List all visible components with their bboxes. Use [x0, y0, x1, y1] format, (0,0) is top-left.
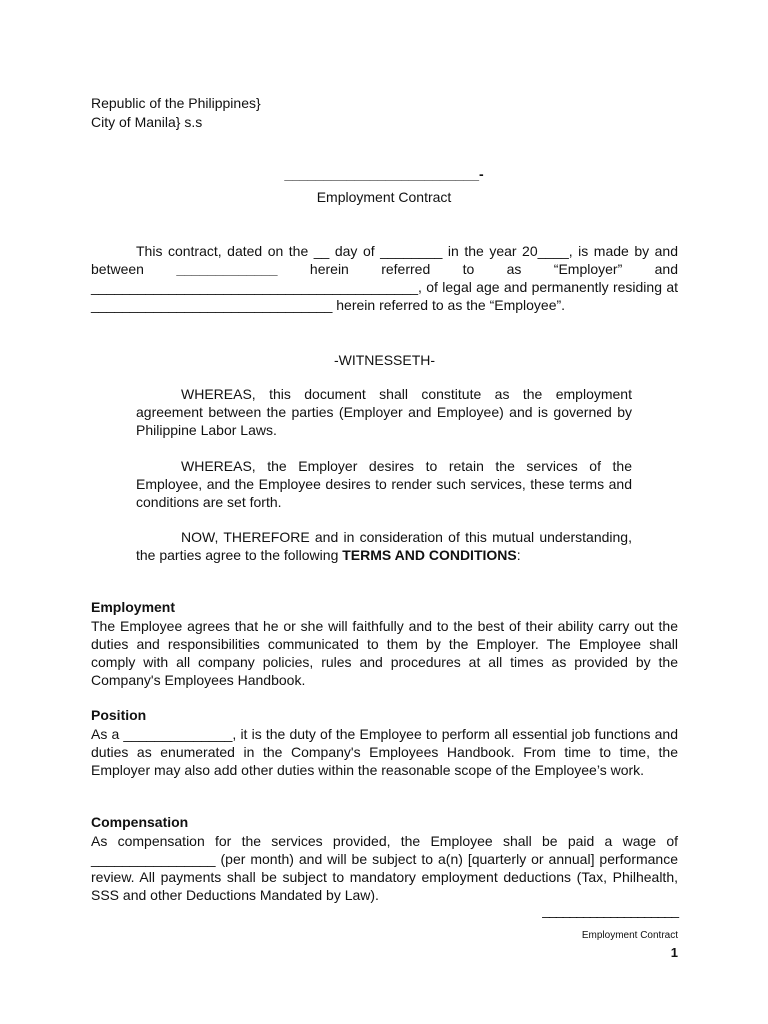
title-blank-line: _________________________- — [284, 166, 484, 182]
position-body: As a ______________, it is the duty of the Employee to perform all essential job functions and duties as enumerated in the Company's Employees Handbook. From time to time, the Employer may also add other duties within the reasonable scope of the Employee’s work. — [91, 726, 678, 778]
position-heading: Position — [91, 707, 147, 723]
compensation-body: As compensation for the services provided, the Employee shall be paid a wage of ________________ (per month) and will be subject to a(n) [quarterly or annual] performance review. All payments shall be subject to mandatory employment deductions (Tax, Philhealth, SSS and other Deductions Mandated by Law). — [91, 833, 678, 903]
intro-text-2: herein referred to as “Employer” and __________________________________________, of legal age and permanently residing at _______________________________ herein referred to as the “Employee”. — [91, 261, 678, 313]
intro-paragraph — [91, 242, 678, 314]
header-republic: Republic of the Philippines} — [91, 95, 261, 111]
witnesseth-heading: -WITNESSETH- — [333, 352, 436, 368]
header-city: City of Manila} s.s — [91, 114, 203, 130]
footer-title: Employment Contract — [581, 930, 678, 941]
compensation-heading: Compensation — [91, 814, 189, 830]
employment-body: The Employee agrees that he or she will faithfully and to the best of their ability carry out the duties and responsibilities communicated to them by the Employer. The Employee shall comply with all company policies, rules and procedures at all times as provided by the Company's Employees Handbook. — [91, 618, 678, 688]
whereas-paragraph-2: WHEREAS, the Employer desires to retain the services of the Employee, and the Employee desires to render such services, these terms and conditions are set forth. — [136, 458, 632, 510]
terms-and-conditions: TERMS AND CONDITIONS — [342, 547, 517, 563]
signature-line: ____________________ — [542, 902, 678, 918]
intro-text-1: This contract, dated on the __ day of ________ in the year 20____, is made by and between — [91, 243, 678, 277]
employment-heading: Employment — [91, 599, 176, 615]
now-therefore-text: NOW, THEREFORE and in consideration of this mutual understanding, the parties agree to the following — [136, 529, 632, 563]
now-therefore-end: : — [516, 547, 521, 563]
employer-blank: _____________ — [176, 261, 278, 277]
page-number: 1 — [670, 945, 678, 960]
whereas-paragraph-1: WHEREAS, this document shall constitute as the employment agreement between the parties (Employer and Employee) and is governed by Philippine Labor Laws. — [136, 386, 632, 438]
now-therefore-paragraph — [136, 528, 632, 564]
venue-header — [91, 94, 261, 132]
document-title: Employment Contract — [316, 189, 452, 205]
